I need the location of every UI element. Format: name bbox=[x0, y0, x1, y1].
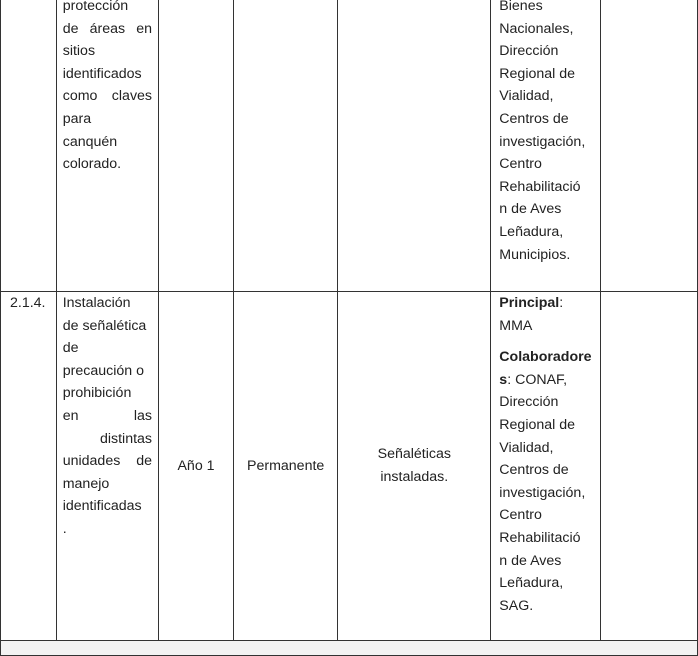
table-row bbox=[1, 0, 698, 292]
activity-number: 2.1.4. bbox=[10, 295, 46, 311]
activity-number-cell bbox=[1, 0, 57, 292]
table-row bbox=[1, 292, 698, 641]
responsible-cell bbox=[491, 0, 600, 292]
collaborators-first: : CONAF, bbox=[507, 371, 568, 388]
collaborator-line: Centros de bbox=[499, 462, 569, 479]
indicator-line: instaladas. bbox=[380, 469, 449, 485]
collaborators-first-line bbox=[499, 369, 593, 392]
section-header-cell bbox=[1, 641, 698, 656]
activity-line: Instalación bbox=[62, 295, 131, 311]
activity-line: como claves bbox=[62, 88, 153, 105]
collaborator-line: Dirección bbox=[499, 394, 559, 411]
start-value: Año 1 bbox=[177, 457, 215, 474]
activity-line: protección bbox=[62, 0, 129, 14]
indicator-line: Señaléticas bbox=[377, 446, 451, 463]
responsible-line: Regional de bbox=[499, 65, 576, 82]
collaborator-line: Regional de bbox=[499, 416, 576, 433]
duration-cell bbox=[233, 292, 337, 641]
activity-line: colorado. bbox=[62, 156, 122, 173]
activity-line: . bbox=[62, 520, 67, 537]
activity-line: canquén bbox=[62, 133, 118, 150]
responsible-line: n de Aves bbox=[499, 201, 562, 218]
observations-cell bbox=[600, 292, 697, 641]
collaborators-label: Colaboradore bbox=[499, 349, 592, 366]
responsible-line: Leñadura, bbox=[499, 223, 564, 240]
duration-cell bbox=[233, 0, 337, 292]
collaborator-line: Vialidad, bbox=[499, 439, 554, 456]
activity-line: manejo bbox=[62, 475, 110, 492]
activity-line: en las bbox=[62, 407, 153, 424]
observations-cell bbox=[600, 0, 697, 292]
responsible-line: Nacionales, bbox=[499, 20, 574, 37]
start-cell bbox=[159, 0, 234, 292]
activity-line: distintas bbox=[99, 430, 153, 447]
principal-colon: : bbox=[559, 295, 564, 311]
responsible-line: Vialidad, bbox=[499, 88, 554, 105]
collaborator-line: Rehabilitació bbox=[499, 529, 581, 546]
principal-value: MMA bbox=[499, 317, 533, 334]
activity-line: unidades de bbox=[62, 453, 153, 470]
responsible-line: Centro bbox=[499, 156, 542, 173]
activity-line: prohibición bbox=[62, 385, 132, 402]
responsible-line: Dirección bbox=[499, 43, 559, 60]
activity-description-cell bbox=[56, 292, 158, 641]
collaborator-line: SAG. bbox=[499, 597, 534, 614]
activity-line: identificadas bbox=[62, 498, 142, 515]
collaborators-label-end: s bbox=[499, 371, 508, 388]
responsible-line: Bienes bbox=[499, 0, 543, 14]
start-cell bbox=[159, 292, 234, 641]
activity-line: de bbox=[62, 340, 79, 357]
collaborator-line: n de Aves bbox=[499, 552, 562, 569]
activity-line: de señalética bbox=[62, 317, 147, 334]
indicator-cell bbox=[338, 0, 491, 292]
principal-label: Principal bbox=[499, 295, 560, 311]
responsible-line: investigación, bbox=[499, 133, 586, 150]
table-row-partial bbox=[1, 641, 698, 656]
responsible-line: Municipios. bbox=[499, 246, 571, 263]
collaborator-line: investigación, bbox=[499, 484, 586, 501]
collaborator-line: Leñadura, bbox=[499, 575, 564, 592]
activity-line: sitios bbox=[62, 43, 96, 60]
activity-line: de áreas en bbox=[62, 20, 153, 37]
indicator-cell bbox=[338, 292, 491, 641]
activity-line: precaución o bbox=[62, 362, 144, 379]
responsible-line: Rehabilitació bbox=[499, 178, 581, 195]
activity-line: para bbox=[62, 110, 92, 127]
activity-description-cell bbox=[56, 0, 158, 292]
activity-number-cell bbox=[1, 292, 57, 641]
activity-line: identificados bbox=[62, 65, 142, 82]
responsible-cell bbox=[491, 292, 600, 641]
collaborator-line: Centro bbox=[499, 507, 542, 524]
responsible-line: Centros de bbox=[499, 110, 569, 127]
principal-line bbox=[499, 292, 593, 315]
duration-value: Permanente bbox=[247, 457, 325, 474]
